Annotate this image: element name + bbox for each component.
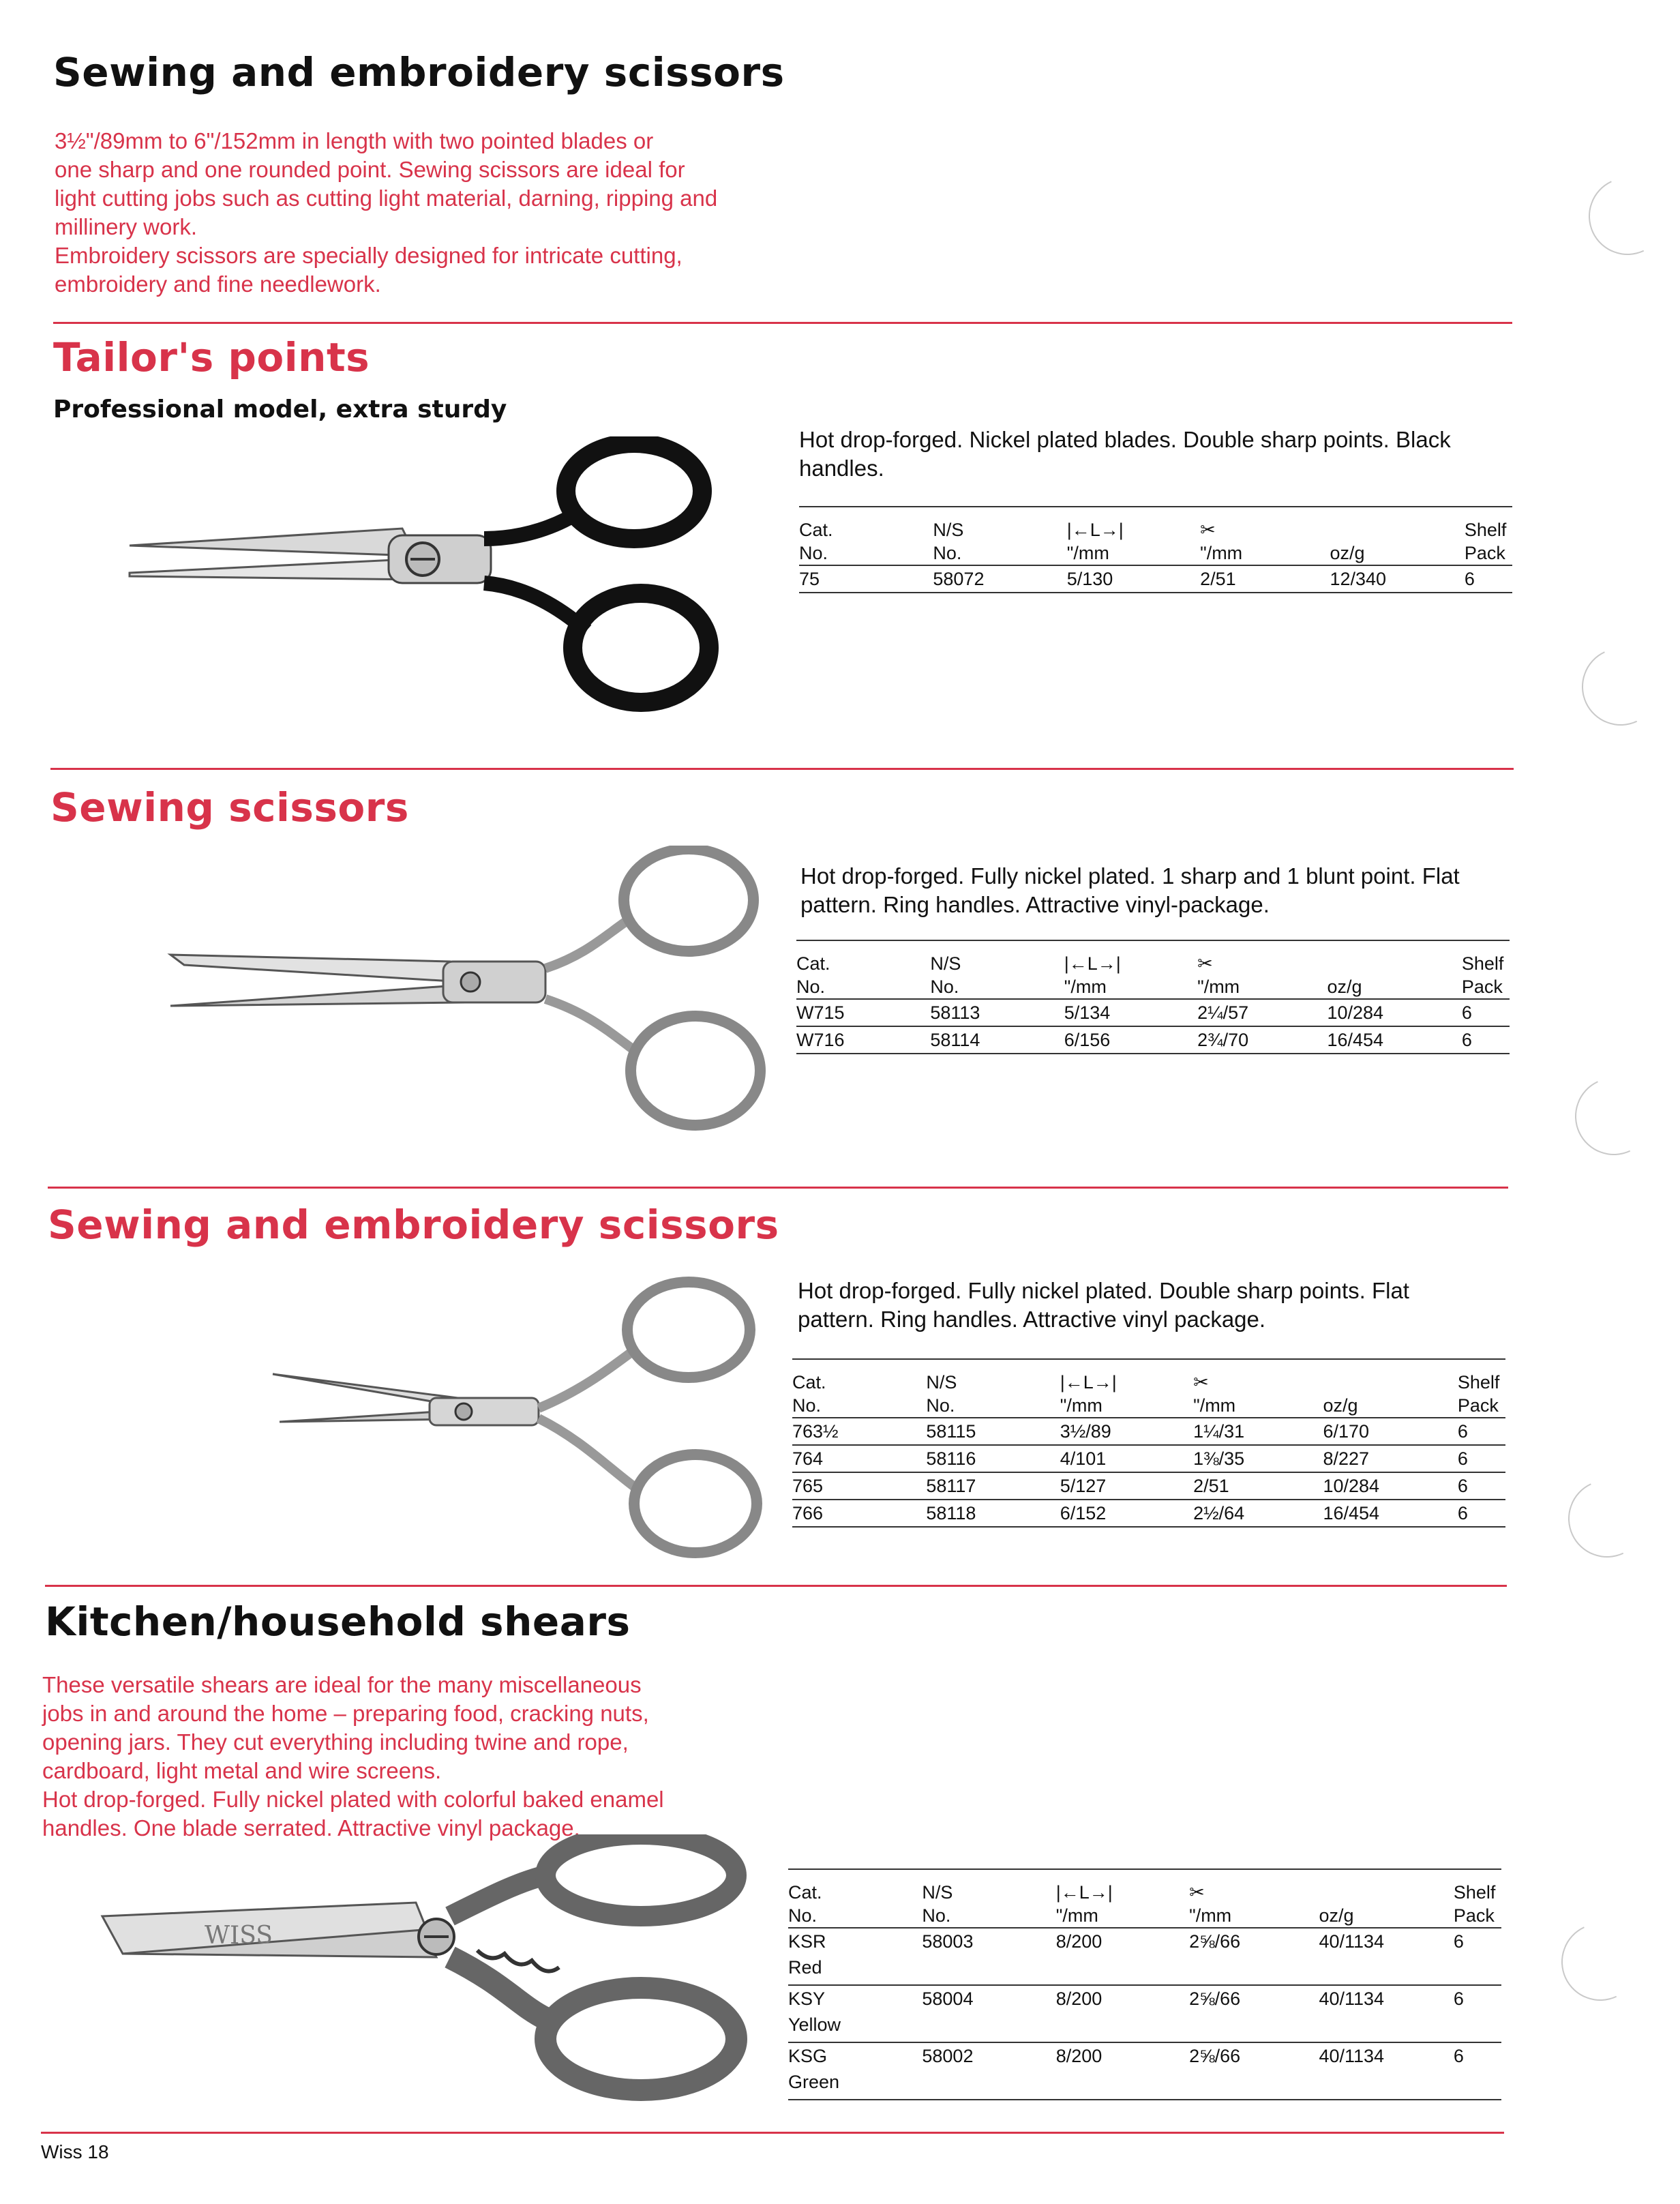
tailors-points-scissors-image	[116, 436, 784, 723]
length-arrow-icon: |←L→|	[1060, 1372, 1117, 1393]
intro-text: 3½"/89mm to 6"/152mm in length with two pointed blades or one sharp and one rounded point. Sewing scissors are ideal for light cutting jobs such as cutting light material, darning, ripping and millinery work. Embroidery scissors are specially designed for intricate cutting, embroidery and fine needlework.	[55, 128, 718, 297]
binder-hole	[1578, 166, 1677, 266]
binder-hole	[1557, 1469, 1657, 1568]
blade-stamp: WISS	[205, 1922, 273, 1950]
page-footer: Wiss 18	[41, 2141, 109, 2162]
divider	[41, 2132, 1504, 2134]
binder-hole	[1564, 1067, 1664, 1166]
divider	[50, 768, 1514, 770]
binder-hole	[1550, 1912, 1650, 2012]
table-row: W716 58114 6/156 2¾/70 16/454 6	[796, 1026, 1510, 1054]
section-title-sewing-scissors: Sewing scissors	[50, 784, 409, 831]
length-arrow-icon: |←L→|	[1055, 1882, 1113, 1903]
table-row: 764 58116 4/101 1⅜/35 8/227 6	[792, 1445, 1505, 1472]
table-row: 765 58117 5/127 2/51 10/284 6	[792, 1472, 1505, 1500]
section-title-kitchen-shears: Kitchen/household shears	[45, 1598, 631, 1645]
table-row: KSY Yellow 58004 8/200 2⅝/66 40/1134 6	[788, 1985, 1501, 2042]
sewing-scissors-image	[164, 846, 777, 1132]
spec-table-kitchen-shears: Cat. No. N/S No. |←L→| "/mm ✂ "/mm oz/g Shelf Pack KSR Red 58003 8/200 2⅝/66 40/1134 6 KSY Yellow 58004 8/200 2⅝/66 40/1134 6 KSG Green 58002 8/200 2⅝/66 40/1134 6	[788, 1868, 1501, 2100]
spec-table-sewing-embroidery: Cat. No. N/S No. |←L→| "/mm ✂ "/mm oz/g Shelf Pack 763½ 58115 3½/89 1¼/31 6/170 6 764 58116 4/101 1⅜/35 8/227 6 765 58117 5/127 2/51 10/284 6 766 58118 6/152 2½/64 16/454 6	[792, 1358, 1505, 1528]
divider	[48, 1187, 1508, 1189]
section-title-sewing-embroidery: Sewing and embroidery scissors	[48, 1202, 779, 1248]
divider	[53, 322, 1512, 324]
section-title-tailors-points: Tailor's points	[53, 334, 370, 381]
divider	[45, 1585, 1507, 1587]
page-title: Sewing and embroidery scissors	[53, 49, 785, 95]
table-row: KSG Green 58002 8/200 2⅝/66 40/1134 6	[788, 2042, 1501, 2100]
table-row: 763½ 58115 3½/89 1¼/31 6/170 6	[792, 1418, 1505, 1445]
cutting-length-scissors-icon: ✂	[1189, 1882, 1205, 1903]
spec-table-sewing-scissors: Cat. No. N/S No. |←L→| "/mm ✂ "/mm oz/g Shelf Pack W715 58113 5/134 2¼/57 10/284 6 W716 58114 6/156 2¾/70 16/454 6	[796, 940, 1510, 1054]
table-row: W715 58113 5/134 2¼/57 10/284 6	[796, 999, 1510, 1026]
table-row: KSR Red 58003 8/200 2⅝/66 40/1134 6	[788, 1928, 1501, 1985]
section-description: These versatile shears are ideal for the many miscellaneous jobs in and around the home – preparing food, cracking nuts, opening jars. They cut everything including twine and rope, cardboard, light metal and wire screens. Hot drop-forged. Fully nickel plated with colorful baked enamel handles. One blade serrated. Attractive vinyl package.	[42, 1672, 664, 1841]
section-description: Hot drop-forged. Fully nickel plated. 1 sharp and 1 blunt point. Flat pattern. Ring handles. Attractive vinyl-package.	[800, 863, 1460, 917]
embroidery-scissors-image	[266, 1275, 784, 1562]
section-description: Hot drop-forged. Nickel plated blades. Double sharp points. Black handles.	[799, 427, 1451, 481]
table-row: 75 58072 5/130 2/51 12/340 6	[799, 565, 1512, 593]
spec-table-tailors-points: Cat. No. N/S No. |←L→| "/mm ✂ "/mm oz/g Shelf Pack 75 58072 5/130 2/51 12/340 6	[799, 506, 1512, 593]
cutting-length-scissors-icon: ✂	[1197, 953, 1213, 974]
length-arrow-icon: |←L→|	[1066, 520, 1124, 540]
section-subtitle: Professional model, extra sturdy	[53, 396, 507, 423]
length-arrow-icon: |←L→|	[1064, 953, 1121, 974]
table-row: 766 58118 6/152 2½/64 16/454 6	[792, 1500, 1505, 1527]
cutting-length-scissors-icon: ✂	[1193, 1372, 1209, 1393]
cutting-length-scissors-icon: ✂	[1200, 520, 1216, 540]
binder-hole	[1571, 637, 1670, 736]
section-description: Hot drop-forged. Fully nickel plated. Double sharp points. Flat pattern. Ring handles. Attractive vinyl package.	[798, 1278, 1409, 1332]
kitchen-shears-image	[95, 1834, 764, 2121]
